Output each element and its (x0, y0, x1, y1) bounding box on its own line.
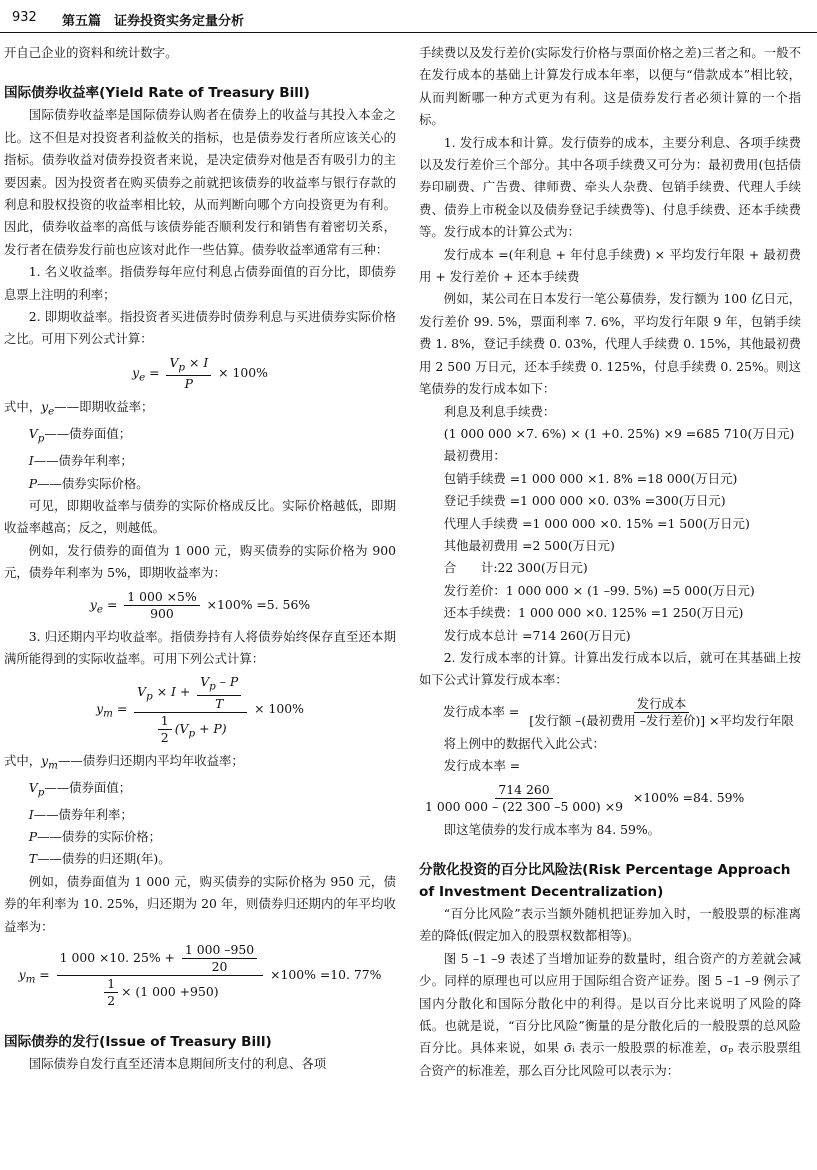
paragraph: 图 5 –1 –9 表述了当增加证券的数量时，组合资产的方差就会减少。同样的原理也可以应用于国际组合资产证券。图 5 –1 –9 例示了国内分散化和国际分散化中的利得。是以百分比来说明了风险的降低。也就是说，“百分比风险”衡量的是分散化后的一般股票的总风险百分比。具体来说，如果 σ̄ᵢ 表示一般股票的标准差，σₚ 表示股票组合资产的标准差，那么百分比风险可以表示为： (419, 950, 801, 1078)
formula-maturity-yield: $y_m$ = $V_p \times I$ + $\frac{V_p - P}{T}$ $\frac{1}{2}$ $(V_p + P)$ × 100% (96, 674, 304, 745)
definition-intro: 式中，$y_m——$债券归还期内平均年收益率； (4, 752, 244, 772)
page-number: 932 (12, 10, 37, 25)
calc-line: 代理人手续费 =1 000 000 ×0. 15% =1 500(万日元) (443, 515, 750, 531)
calc-line: (1 000 000 ×7. 6%) × (1 +0. 25%) ×9 =685 710(万日元) (443, 425, 795, 441)
section-title-issue: 国际债券的发行(Issue of Treasury Bill) (4, 1034, 272, 1050)
paragraph: 可见，即期收益率与债券的实际价格成反比。实际价格越低，即期收益率越高；反之，则越低。 (4, 497, 396, 536)
definition: P——债券实际价格。 (28, 475, 149, 491)
paragraph: 将上例中的数据代入此公式： (443, 735, 605, 751)
calc-line: 还本手续费：1 000 000 ×0. 125% =1 250(万日元) (443, 605, 744, 621)
running-title: 第五篇 证券投资实务定量分析 (62, 14, 245, 29)
paragraph: 即这笔债券的发行成本率为 84. 59%。 (443, 821, 660, 837)
right-column (419, 42, 801, 1082)
formula-maturity-yield-example: $y_m$ = 1 000 ×10. 25% + $\frac{1 000 -950}{20}$ $\frac{1}{2}$ × (1 000 +950) ×100% =10. 77% (18, 942, 382, 1008)
calc-line: 包销手续费 =1 000 000 ×1. 8% =18 000(万日元) (443, 470, 738, 486)
paragraph: 1. 发行成本和计算。发行债券的成本，主要分利息、各项手续费以及发行差价三个部分。其中各项手续费又可分为：最初费用(包括债券印刷费、广告费、律师费、牵头人杂费、包销手续费、代理人手续费、债券上市税金以及债券登记手续费等)、付息手续费、还本手续费等。发行成本的计算公式为： (419, 134, 801, 240)
formula-issue-cost-rate-example: $\frac{714 260}{1 000 000 - (22 300 -5 000) \times 9}$ ×100% =84. 59% (425, 781, 745, 814)
calc-line: 利息及利息手续费： (443, 403, 556, 419)
definition-intro: 式中，$y_e——$即期收益率； (4, 399, 154, 418)
section-title-risk-percentage: 分散化投资的百分比风险法(Risk Percentage Approach of Investment Decentralization) (419, 862, 791, 900)
paragraph: 例如，发行债券的面值为 1 000 元，购买债券的实际价格为 900 元，债券年利率为 5%，即期收益率为： (4, 542, 396, 581)
calc-line: 最初费用： (443, 448, 506, 464)
header-rule (0, 32, 817, 33)
calc-line: 合 计:22 300(万日元) (443, 560, 588, 576)
list-item-maturity-yield: 3. 归还期内平均收益率。指债券持有人将债券始终保存直至还本期满所能得到的实际收益率。可用下列公式计算： (4, 628, 396, 666)
calc-line: 发行成本总计 =714 260(万日元) (443, 627, 631, 643)
paragraph: 例如，债券面值为 1 000 元，购买债券的实际价格为 950 元，债券的年利率为 10. 25%，归还期为 20 年，则债券归还期内的年平均收益率为： (4, 873, 396, 934)
formula-issue-cost-rate: 发行成本率 = 发行成本 [发行额 –(最初费用 –发行差价)] ×平均发行年限 (443, 695, 794, 728)
calc-line: 其他最初费用 =2 500(万日元) (443, 537, 615, 553)
formula-issue-cost: 发行成本 =(年利息 + 年付息手续费) × 平均发行年限 + 最初费用 + 发行差价 + 还本手续费 (419, 246, 801, 285)
definition: P——债券的实际价格； (28, 828, 162, 844)
calc-line: 登记手续费 =1 000 000 ×0. 03% =300(万日元) (443, 493, 726, 509)
paragraph: 国际债券收益率是国际债券认购者在债券上的收益与其投入本金之比。这不但是对投资者利益攸关的指标，也是债券发行者所应该关心的指标。债券收益对债券投资者来说，是决定债券对他是否有吸引力的主要因素。因为投资者在购买债券之前就把该债券的收益率与银行存款的利息和股权投资的收益率相比较，从而判断向哪个方向投资更为有利。因此，债券收益率的高低与该债券能否顺利发行和销售有着密切关系，发行者在债券发行前也应该对此作一些估算。债券收益率通常有三种： (4, 107, 396, 257)
formula-current-yield: $y_e$ = $\frac{V_p \times I}{P}$ × 100% (132, 354, 268, 392)
section-title-yield: 国际债券收益率(Yield Rate of Treasury Bill) (4, 85, 310, 102)
paragraph: 开自己企业的资料和统计数字。 (4, 45, 178, 60)
paragraph: 2. 发行成本率的计算。计算出发行成本以后，就可在其基础上按如下公式计算发行成本率： (419, 649, 801, 688)
left-column (4, 42, 396, 1075)
page-header (0, 6, 817, 32)
definition: $V_p——$债券面值； (28, 779, 132, 799)
definition: I——债券年利率； (28, 806, 133, 822)
formula-current-yield-example: $y_e$ = $\frac{1 000 \times 5\%}{900}$ ×100% =5. 56% (89, 588, 311, 621)
definition: T——债券的归还期(年)。 (28, 851, 171, 867)
paragraph: 发行成本率 = (443, 758, 521, 774)
calc-line: 发行差价：1 000 000 × (1 –99. 5%) =5 000(万日元) (443, 582, 755, 598)
definition: $V_p——$债券面值； (28, 426, 132, 445)
paragraph: 例如，某公司在日本发行一笔公募债券，发行额为 100 亿日元，发行差价 99. 5%，票面利率 7. 6%，平均发行年限 9 年，包销手续费 1. 8%，登记手续费 0. 03%，代理人手续费 0. 15%，其他最初费用 2 500 万日元，还本手续费 0. 125%，付息手续费 0. 25%。则这笔债券的发行成本如下： (419, 291, 801, 397)
list-item-nominal-yield: 1. 名义收益率。指债券每年应付利息占债券面值的百分比，即债券息票上注明的利率； (4, 264, 396, 302)
paragraph: 国际债券自发行直至还清本息期间所支付的利息、各项 (28, 1056, 327, 1071)
definition: I——债券年利率； (28, 453, 133, 469)
paragraph: 手续费以及发行差价(实际发行价格与票面价格之差)三者之和。一般不在发行成本的基础上计算发行成本年率，以便与“借款成本”相比较，从而判断哪一种方式更为有利。这是债券发行者必须计算的一个指标。 (419, 45, 801, 128)
list-item-current-yield: 2. 即期收益率。指投资者买进债券时债券利息与买进债券实际价格之比。可用下列公式计算： (4, 309, 396, 347)
paragraph: “百分比风险”表示当额外随机把证券加入时，一般股票的标准离差的降低(假定加入的股票权数都相等)。 (419, 906, 801, 944)
